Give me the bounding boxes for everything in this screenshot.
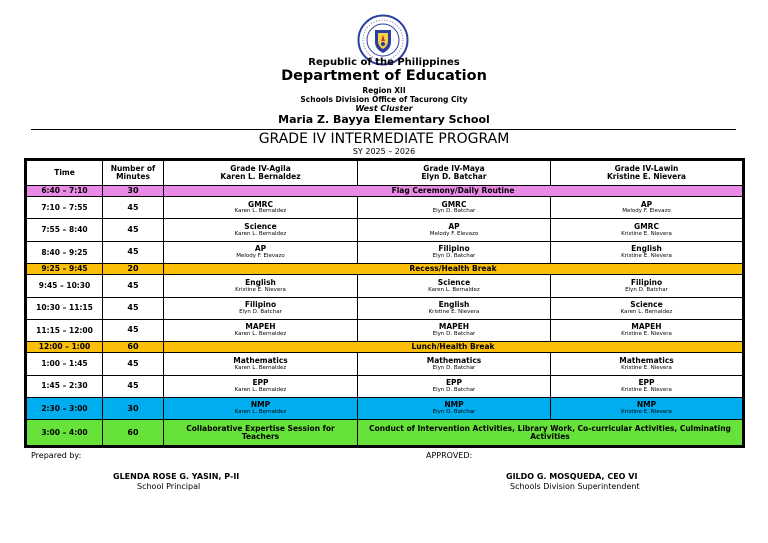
time-cell: 11:15 – 12:00 [26, 319, 103, 341]
teacher-name: Kristine E. Nievera [235, 286, 286, 293]
subject-cell [551, 241, 744, 263]
schedule-row [26, 275, 744, 297]
minutes-cell: 30 [103, 186, 164, 197]
subject-name: GMRC [634, 221, 659, 231]
subject-cell [551, 197, 744, 219]
teacher-name: Elyn D. Batchar [432, 331, 476, 338]
teacher-name: Elyn D. Batchar [239, 308, 282, 315]
minutes-cell: 30 [103, 398, 164, 420]
section-adviser: Elyn D. Batchar [421, 172, 487, 181]
time-cell: 12:00 – 1:00 [26, 342, 103, 353]
teacher-name: Melody F. Elevazo [429, 230, 479, 237]
section-header-agila [164, 160, 358, 186]
subject-cell [358, 297, 551, 319]
subject-name: MAPEH [245, 322, 276, 332]
subject-name: EPP [638, 378, 655, 388]
teacher-name: Melody F. Elevazo [236, 253, 285, 260]
subject-name: Filipino [244, 299, 277, 309]
time-cell: 8:40 – 9:25 [26, 241, 103, 263]
minutes-cell: 45 [103, 353, 164, 375]
subject-cell [164, 398, 358, 420]
subject-name: Filipino [630, 277, 663, 287]
schedule-row [26, 264, 744, 275]
subject-cell [551, 219, 744, 241]
subject-cell [164, 353, 358, 375]
subject-cell [164, 375, 358, 397]
intervention-activities-cell: Conduct of Intervention Activities, Library Work, Co-curricular Activities, Culminating Activities [358, 420, 744, 447]
principal-title: School Principal [137, 482, 201, 491]
teacher-name: Kristine E. Nievera [621, 364, 672, 371]
teacher-name: Elyn D. Batchar [432, 208, 476, 215]
break-activity-cell: Lunch/Health Break [164, 342, 744, 353]
teacher-name: Karen L. Bernaldez [234, 331, 287, 338]
school-year: SY 2025 – 2026 [352, 147, 416, 156]
section-header-maya [358, 160, 551, 186]
schedule-row [26, 398, 744, 420]
minutes-cell: 45 [103, 219, 164, 241]
time-cell: 10:30 – 11:15 [26, 297, 103, 319]
minutes-cell: 45 [103, 241, 164, 263]
schedule-row [26, 375, 744, 397]
teacher-name: Kristine E. Nievera [621, 253, 672, 260]
time-cell: 1:45 – 2:30 [26, 375, 103, 397]
time-cell: 2:30 – 3:00 [26, 398, 103, 420]
time-cell: 9:45 – 10:30 [26, 275, 103, 297]
section-name: Grade IV-Agila [230, 164, 291, 174]
subject-cell [164, 241, 358, 263]
teacher-name: Elyn D. Batchar [432, 364, 476, 371]
subject-cell [358, 398, 551, 420]
time-cell: 3:00 – 4:00 [26, 420, 103, 447]
principal-name: GLENDA ROSE G. YASIN, P-II [113, 472, 240, 481]
subject-cell [164, 197, 358, 219]
schedule-row [26, 219, 744, 241]
schedule-row [26, 319, 744, 341]
teacher-name: Kristine E. Nievera [621, 386, 672, 393]
break-activity-cell: Recess/Health Break [164, 264, 744, 275]
section-adviser: Kristine E. Nievera [607, 172, 686, 181]
collaborative-session-cell: Collaborative Expertise Session for Teachers [164, 420, 358, 447]
schedule-row [26, 297, 744, 319]
subject-cell [164, 275, 358, 297]
subject-cell [358, 275, 551, 297]
teacher-name: Karen L. Bernaldez [234, 230, 287, 237]
minutes-cell: 45 [103, 275, 164, 297]
teacher-name: Kristine E. Nievera [621, 409, 672, 416]
teacher-name: Karen L. Bernaldez [428, 286, 480, 293]
teacher-name: Elyn D. Batchar [432, 253, 476, 260]
prepared-by-label: Prepared by: [31, 451, 82, 460]
subject-name: NMP [250, 400, 271, 410]
teacher-name: Kristine E. Nievera [621, 230, 672, 237]
subject-name: Mathematics [619, 355, 674, 365]
section-adviser: Karen L. Bernaldez [220, 172, 301, 181]
time-header: Time [26, 160, 103, 186]
subject-cell [358, 241, 551, 263]
class-schedule-table [24, 158, 745, 448]
subject-cell [164, 297, 358, 319]
subject-name: Filipino [438, 244, 470, 254]
republic-line: Republic of the Philippines [308, 57, 460, 68]
teacher-name: Karen L. Bernaldez [234, 386, 287, 393]
schedule-row [26, 197, 744, 219]
teacher-name: Elyn D. Batchar [432, 409, 476, 416]
subject-name: GMRC [441, 199, 467, 209]
teacher-name: Elyn D. Batchar [432, 386, 476, 393]
subject-name: NMP [444, 400, 464, 410]
subject-name: EPP [445, 378, 463, 388]
teacher-name: Elyn D. Batchar [625, 286, 668, 293]
subject-name: Mathematics [426, 355, 482, 365]
subject-name: MAPEH [438, 322, 470, 332]
schedule-row [26, 420, 744, 447]
minutes-cell: 45 [103, 197, 164, 219]
section-name: Grade IV-Lawin [614, 164, 679, 174]
time-cell: 9:25 – 9:45 [26, 264, 103, 275]
teacher-name: Melody F. Elevazo [622, 208, 671, 215]
schedule-row [26, 342, 744, 353]
subject-name: AP [254, 244, 267, 254]
minutes-header: Number of Minutes [103, 160, 164, 186]
subject-name: Science [437, 277, 471, 287]
minutes-cell: 20 [103, 264, 164, 275]
subject-cell [164, 319, 358, 341]
time-cell: 1:00 – 1:45 [26, 353, 103, 375]
subject-name: English [631, 244, 662, 254]
schedule-row [26, 353, 744, 375]
subject-cell [164, 219, 358, 241]
school-name: Maria Z. Bayya Elementary School [278, 113, 490, 126]
time-cell: 7:10 – 7:55 [26, 197, 103, 219]
division-line: Schools Division Office of Tacurong City [300, 95, 468, 104]
subject-name: AP [640, 199, 653, 209]
region-line: Region XII [362, 86, 406, 95]
subject-cell [551, 353, 744, 375]
header-divider [31, 129, 736, 130]
superintendent-name: GILDO G. MOSQUEDA, CEO VI [506, 472, 638, 481]
subject-cell [358, 219, 551, 241]
subject-cell [551, 319, 744, 341]
teacher-name: Karen L. Bernaldez [620, 308, 673, 315]
subject-cell [551, 297, 744, 319]
subject-cell [358, 319, 551, 341]
subject-cell [551, 275, 744, 297]
minutes-cell: 60 [103, 420, 164, 447]
teacher-name: Karen L. Bernaldez [234, 208, 287, 215]
approved-label: APPROVED: [426, 451, 473, 460]
section-name: Grade IV-Maya [423, 164, 485, 174]
superintendent-title: Schools Division Superintendent [510, 482, 640, 491]
teacher-name: Kristine E. Nievera [621, 331, 672, 338]
section-header-lawin [551, 160, 744, 186]
break-activity-cell: Flag Ceremony/Daily Routine [164, 186, 744, 197]
table-header-row [26, 160, 744, 186]
subject-name: Mathematics [233, 355, 288, 365]
subject-name: English [245, 277, 276, 287]
teacher-name: Karen L. Bernaldez [234, 364, 287, 371]
schedule-row [26, 241, 744, 263]
department-title: Department of Education [281, 68, 487, 84]
subject-cell [551, 375, 744, 397]
cluster-line: West Cluster [355, 104, 413, 113]
subject-cell [551, 398, 744, 420]
subject-name: EPP [252, 378, 269, 388]
subject-name: English [438, 299, 470, 309]
subject-cell [358, 197, 551, 219]
teacher-name: Kristine E. Nievera [428, 308, 480, 315]
subject-name: Science [630, 299, 663, 309]
minutes-cell: 45 [103, 319, 164, 341]
teacher-name: Karen L. Bernaldez [234, 409, 287, 416]
subject-name: NMP [636, 400, 657, 410]
schedule-row [26, 186, 744, 197]
subject-cell [358, 375, 551, 397]
subject-name: GMRC [248, 199, 273, 209]
time-cell: 7:55 – 8:40 [26, 219, 103, 241]
subject-cell [358, 353, 551, 375]
subject-name: Science [244, 221, 277, 231]
subject-name: AP [448, 221, 460, 231]
minutes-cell: 45 [103, 297, 164, 319]
subject-name: MAPEH [631, 322, 662, 332]
time-cell: 6:40 – 7:10 [26, 186, 103, 197]
program-title: GRADE IV INTERMEDIATE PROGRAM [258, 131, 510, 147]
minutes-cell: 60 [103, 342, 164, 353]
minutes-cell: 45 [103, 375, 164, 397]
